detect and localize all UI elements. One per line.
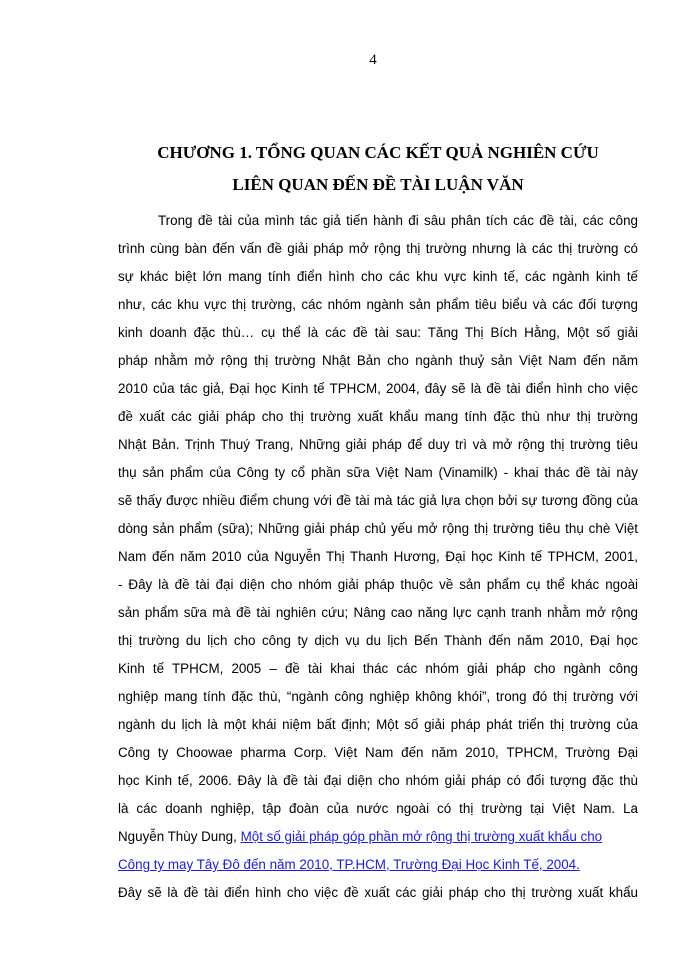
thesis-reference-link[interactable]: Một số giải pháp góp phần mở rộng thị trường xuất khẩu cho bbox=[240, 829, 603, 844]
paragraph-line: sản phẩm sữa mà đề tài nghiên cứu; Nâng cao năng lực cạnh tranh nhằm mở rộng bbox=[118, 605, 638, 620]
paragraph-line: đề xuất các giải pháp cho thị trường xuất khẩu mang tính đặc thù như thị trường bbox=[118, 409, 638, 424]
chapter-title bbox=[118, 137, 638, 201]
paragraph-line: Kinh tế TPHCM, 2005 – đề tài khai thác các nhóm giải pháp cho ngành công bbox=[118, 661, 638, 676]
paragraph-line: trình cùng bàn đến vấn đề giải pháp mở rộng thị trường nhưng là các thị trường có bbox=[118, 241, 638, 256]
paragraph-line: Trong đề tài của mình tác giả tiến hành đi sâu phân tích các đề tài, các công bbox=[158, 213, 638, 228]
chapter-title-line-1: CHƯƠNG 1. TỔNG QUAN CÁC KẾT QUẢ NGHIÊN CỨU bbox=[157, 143, 599, 162]
paragraph-line: thụ sản phẩm của Công ty cổ phần sữa Việt Nam (Vinamilk) - khai thác đề tài này bbox=[118, 465, 638, 480]
page-number: 4 bbox=[369, 52, 377, 68]
paragraph-line: sẽ thấy được nhiều điểm chung với đề tài mà tác giả lựa chọn bởi sự tương đồng của bbox=[118, 493, 638, 508]
paragraph-line: dòng sản phẩm (sữa); Những giải pháp chủ yếu mở rộng thị trường tiêu thụ chè Việt bbox=[118, 521, 638, 536]
paragraph-line: - Đây là đề tài đại diện cho nhóm giải pháp thuộc về sản phẩm cụ thể khác ngoài bbox=[118, 577, 638, 592]
paragraph-line: kinh doanh đặc thù… cụ thể là các đề tài sau: Tăng Thị Bích Hằng, Một số giải bbox=[118, 325, 638, 340]
paragraph-line: học Kinh tế, 2006. Đây là đề tài đại diện cho nhóm giải pháp có đối tượng đặc thù bbox=[118, 773, 638, 788]
paragraph-line: nghiệp mang tính đặc thù, “ngành công nghiệp không khói”, trong đó thị trường với bbox=[118, 689, 638, 704]
paragraph-line bbox=[118, 851, 638, 879]
paragraph-line: Công ty Choowae pharma Corp. Việt Nam đến năm 2010, TPHCM, Trường Đại bbox=[118, 745, 638, 760]
chapter-title-line-2: LIÊN QUAN ĐẾN ĐỀ TÀI LUẬN VĂN bbox=[232, 175, 524, 194]
thesis-reference-link-continued[interactable]: Công ty may Tây Đô đến năm 2010, TP.HCM, Trường Đại Học Kinh Tế, 2004. bbox=[118, 857, 580, 872]
paragraph-line: 2010 của tác giả, Đại học Kinh tế TPHCM, 2004, đây sẽ là đề tài điển hình cho việc bbox=[118, 381, 638, 396]
paragraph-line: ngành du lịch là một khái niệm bất định; Một số giải pháp phát triển thị trường của bbox=[118, 717, 638, 732]
paragraph-line bbox=[118, 823, 638, 851]
paragraph-line: sự khác biệt lớn mang tính điển hình cho các khu vực kinh tế, các ngành kinh tế bbox=[118, 269, 638, 284]
body-paragraph bbox=[118, 207, 638, 907]
paragraph-line: pháp nhằm mở rộng thị trường Nhật Bản cho ngành thuỷ sản Việt Nam đến năm bbox=[118, 353, 638, 368]
paragraph-line: là các doanh nghiệp, tập đoàn của nước ngoài có thị trường tại Việt Nam. La bbox=[118, 801, 638, 816]
paragraph-line: Nhật Bản. Trịnh Thuý Trang, Những giải pháp để duy trì và mở rộng thị trường tiêu bbox=[118, 437, 638, 452]
paragraph-line: Đây sẽ là đề tài điển hình cho việc đề xuất các giải pháp cho thị trường xuất khẩu bbox=[118, 885, 638, 900]
paragraph-line: như, các khu vực thị trường, các nhóm ngành sản phẩm tiêu biểu và các đối tượng bbox=[118, 297, 638, 312]
paragraph-line: thị trường du lịch cho công ty dịch vụ du lịch Bến Thành đến năm 2010, Đại học bbox=[118, 633, 638, 648]
paragraph-line: Nam đến năm 2010 của Nguyễn Thị Thanh Hương, Đại học Kinh tế TPHCM, 2001, bbox=[118, 549, 638, 564]
author-name: Nguyễn Thùy Dung, bbox=[118, 829, 237, 844]
